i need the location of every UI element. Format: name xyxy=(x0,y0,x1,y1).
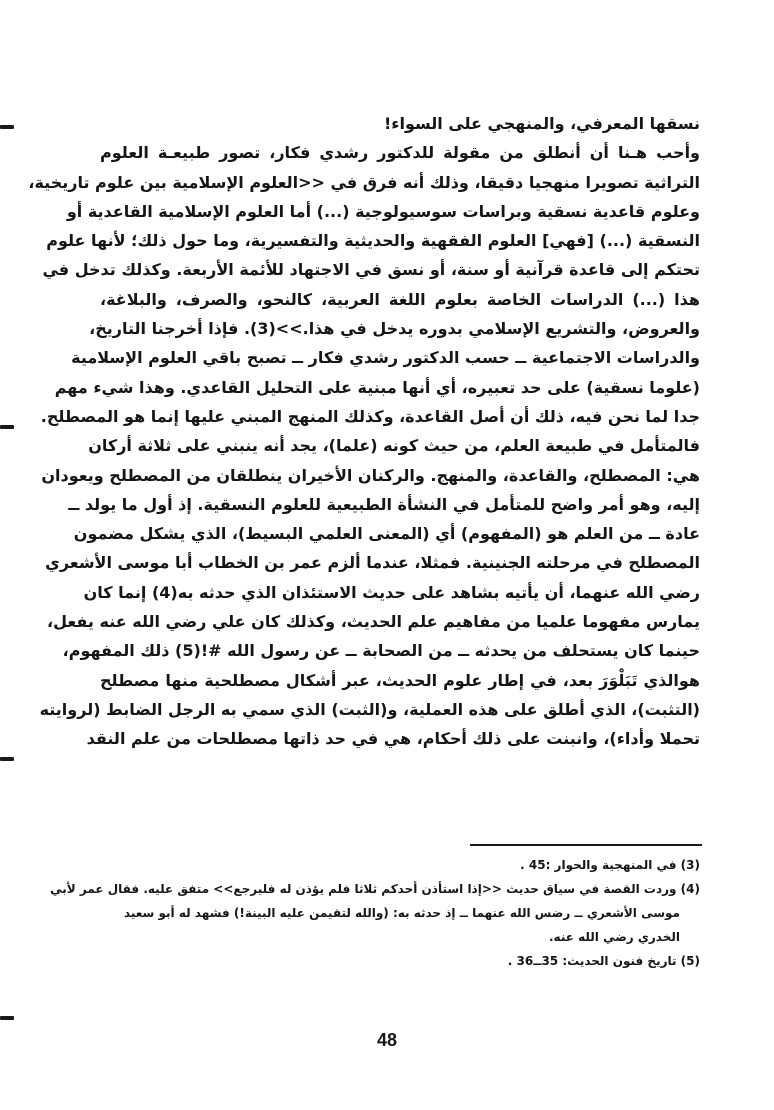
text-line: (علوما نسقية) على حد تعبيره، أي أنها مبنية على التحليل القاعدي. وهذا شيء مهم xyxy=(54,377,700,397)
footnote-4-continued: الخدري رضي الله عنه. xyxy=(548,930,680,944)
text-line: وأحب هـنا أن أنطلق من مقولة للدكتور رشدي فكار، تصور طبيعـة العلوم xyxy=(100,143,700,163)
footnote-5: (5) تاريخ فنون الحديث: 35ــ36 . xyxy=(507,954,700,968)
text-line: نسقها المعرفي، والمنهجي على السواء! xyxy=(384,114,700,133)
margin-mark xyxy=(0,1016,14,1020)
footnotes xyxy=(50,853,700,973)
text-line: التراثية تصويرا منهجيا دقيقا، وذلك أنه فرق في <<العلوم الإسلامية بين علوم تاريخية، xyxy=(28,172,700,192)
text-line: (التثبت)، الذي أطلق على هذه العملية، و(الثبت) الذي سمي به الرجل الضابط (لروايته xyxy=(39,699,700,719)
text-line: النسقية (...) [فهي] العلوم الفقهية والحديثية والتفسيرية، وما حول ذلك؛ لأنها علوم xyxy=(46,231,700,251)
text-line: تحتكم إلى قاعدة قرآنية أو سنة، أو نسق في الاجتهاد للأئمة الأربعة. وكذلك تدخل في xyxy=(42,260,700,280)
text-line: هذا (...) الدراسات الخاصة بعلوم اللغة العربية، كالنحو، والصرف، والبلاغة، xyxy=(100,289,700,309)
text-line: والعروض، والتشريع الإسلامي بدوره يدخل في هذا.>>(3). فإذا أخرجنا التاريخ، xyxy=(89,319,700,339)
text-line: رضي الله عنهما، أن يأتيه بشاهد على حديث الاستئذان الذي حدثه به(4) إنما كان xyxy=(83,582,700,602)
text-line: عادة ــ من العلم هو (المفهوم) أي (المعنى العلمي البسيط)، الذي يشكل مضمون xyxy=(73,524,700,544)
text-line: هوالذي تَبَلْوَرَ بعد، في إطار علوم الحديث، عبر أشكال مصطلحية منها مصطلح xyxy=(100,670,700,690)
footnote-4-continued: موسى الأشعري ــ رضس الله عنهما ــ إذ حدثه به: (والله لتقيمن عليه البينة!) فشهد له أبو سعيد xyxy=(123,906,680,920)
footnote-divider xyxy=(470,844,702,846)
text-line: وعلوم قاعدية نسقية وبراسات سوسيولوجية (...) أما العلوم الإسلامية القاعدية أو xyxy=(66,201,700,221)
text-line: إليه، وهو أمر واضح للمتأمل في النشأة الطبيعية للعلوم النسقية. إذ أول ما يولد ــ xyxy=(68,494,700,514)
margin-mark xyxy=(0,757,14,761)
page-number: 48 xyxy=(376,1030,398,1050)
footnote-3: (3) في المنهجية والحوار :45 . xyxy=(520,858,700,872)
text-line: هي: المصطلح، والقاعدة، والمنهج. والركنان الأخيران ينطلقان من المصطلح ويعودان xyxy=(41,465,700,485)
body-text xyxy=(28,109,700,754)
text-line: يمارس مفهوما علميا من مفاهيم علم الحديث، وكذلك كان علي رضي الله عنه يفعل، xyxy=(47,612,700,632)
text-line: تحملا وأداء)، وانبنت على ذلك أحكام، هي في حد ذاتها مصطلحات من علم النقد xyxy=(86,729,700,749)
text-line: فالمتأمل في طبيعة العلم، من حيث كونه (علما)، يجد أنه ينبني على ثلاثة أركان xyxy=(88,436,700,456)
footnote-4: (4) وردت القصة في سياق حديث <<إذا استأذن أحدكم ثلاثا فلم يؤذن له فليرجع>> متفق عليه. فقال عمر لأبي xyxy=(50,882,700,896)
margin-mark xyxy=(0,425,14,429)
margin-mark xyxy=(0,125,14,129)
text-line: المصطلح في مرحلته الجنينية. فمثلا، عندما ألزم عمر بن الخطاب أبا موسى الأشعري xyxy=(45,553,700,573)
text-line: والدراسات الاجتماعية ــ حسب الدكتور رشدي فكار ــ تصبح باقي العلوم الإسلامية xyxy=(71,348,700,368)
text-line: جدا لما نحن فيه، ذلك أن أصل القاعدة، وكذلك المنهج المبني عليها إنما هو المصطلح. xyxy=(40,406,700,426)
text-line: حينما كان يستحلف من يحدثه ــ من الصحابة ــ عن رسول الله #!(5) ذلك المفهوم، xyxy=(62,641,700,661)
